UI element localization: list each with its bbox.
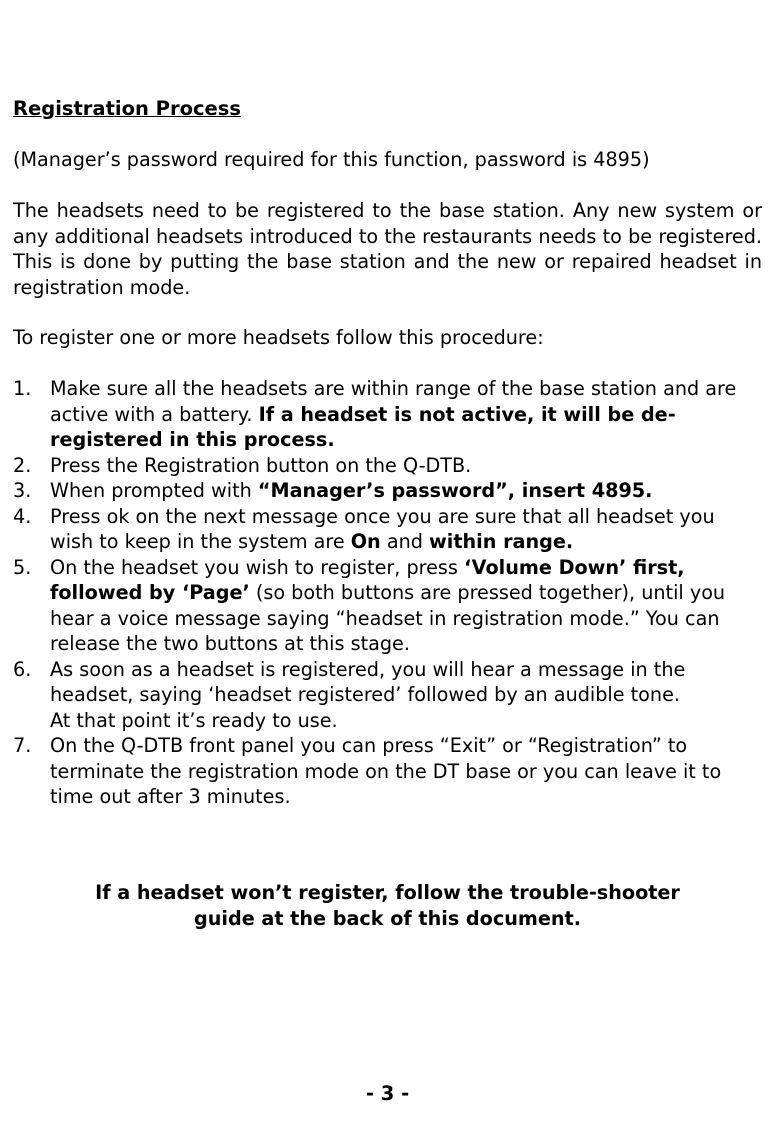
- document-page: [13, 0, 762, 1135]
- step-number: 6.: [13, 657, 32, 681]
- step-text: (so both buttons are pressed together), until you hear a voice message saying “headset in registration mode.” You can release the two buttons at this stage.: [50, 581, 726, 655]
- intro-paragraph: The headsets need to be registered to the base station. Any new system or any additional headsets introduced to the restaurants needs to be registered. This is done by putting the base station and the new or repaired headset in registration mode.: [13, 199, 762, 299]
- step-number: 5.: [13, 555, 32, 579]
- step-text: At that point it’s ready to use.: [50, 708, 338, 732]
- troubleshooting-note: [13, 880, 762, 932]
- step-text: Make sure all the headsets are within range of the base station and are active with a battery.: [50, 377, 737, 426]
- section-title: Registration Process: [13, 97, 241, 120]
- password-note: (Manager’s password required for this function, password is 4895): [13, 148, 650, 171]
- step-emphasis: within range.: [429, 530, 574, 553]
- step-text: Press the Registration button on the Q-DTB.: [50, 453, 472, 477]
- list-item: [13, 504, 762, 555]
- step-emphasis: ‘Volume Down’ first, followed by ‘Page’: [50, 555, 685, 604]
- page-number: - 3 -: [365, 1082, 410, 1105]
- step-number: 2.: [13, 453, 32, 477]
- step-emphasis: If a headset is not active, it will be de-registered in this process.: [50, 402, 676, 451]
- list-item: [13, 453, 762, 479]
- step-emphasis: “Manager’s password”, insert 4895.: [257, 479, 653, 502]
- list-item: [13, 733, 762, 810]
- procedure-lead: To register one or more headsets follow this procedure:: [13, 326, 544, 349]
- step-number: 7.: [13, 734, 32, 757]
- troubleshooting-note-line: If a headset won’t register, follow the trouble-shooter: [95, 881, 680, 904]
- step-number: 3.: [13, 479, 32, 502]
- step-text: Press ok on the next message once you are sure that all headset you wish to keep in the system are: [50, 504, 715, 553]
- step-text: On the headset you wish to register, press: [50, 555, 465, 579]
- step-number: 4.: [13, 504, 32, 528]
- list-item: [13, 478, 762, 504]
- step-text: and: [380, 530, 430, 553]
- procedure-steps: [13, 376, 762, 810]
- step-text: On the Q-DTB front panel you can press “Exit” or “Registration” to terminate the registration mode on the DT base or you can leave it to time out after 3 minutes.: [50, 734, 722, 808]
- step-text: When prompted with: [50, 479, 258, 502]
- list-item: [13, 555, 762, 657]
- list-item: [13, 376, 762, 453]
- step-number: 1.: [13, 377, 32, 400]
- troubleshooting-note-line: guide at the back of this document.: [193, 907, 582, 930]
- step-emphasis: On: [350, 530, 381, 553]
- list-item: [13, 657, 762, 734]
- step-text: As soon as a headset is registered, you will hear a message in the headset, saying ‘headset registered’ followed by an audible tone.: [50, 657, 686, 706]
